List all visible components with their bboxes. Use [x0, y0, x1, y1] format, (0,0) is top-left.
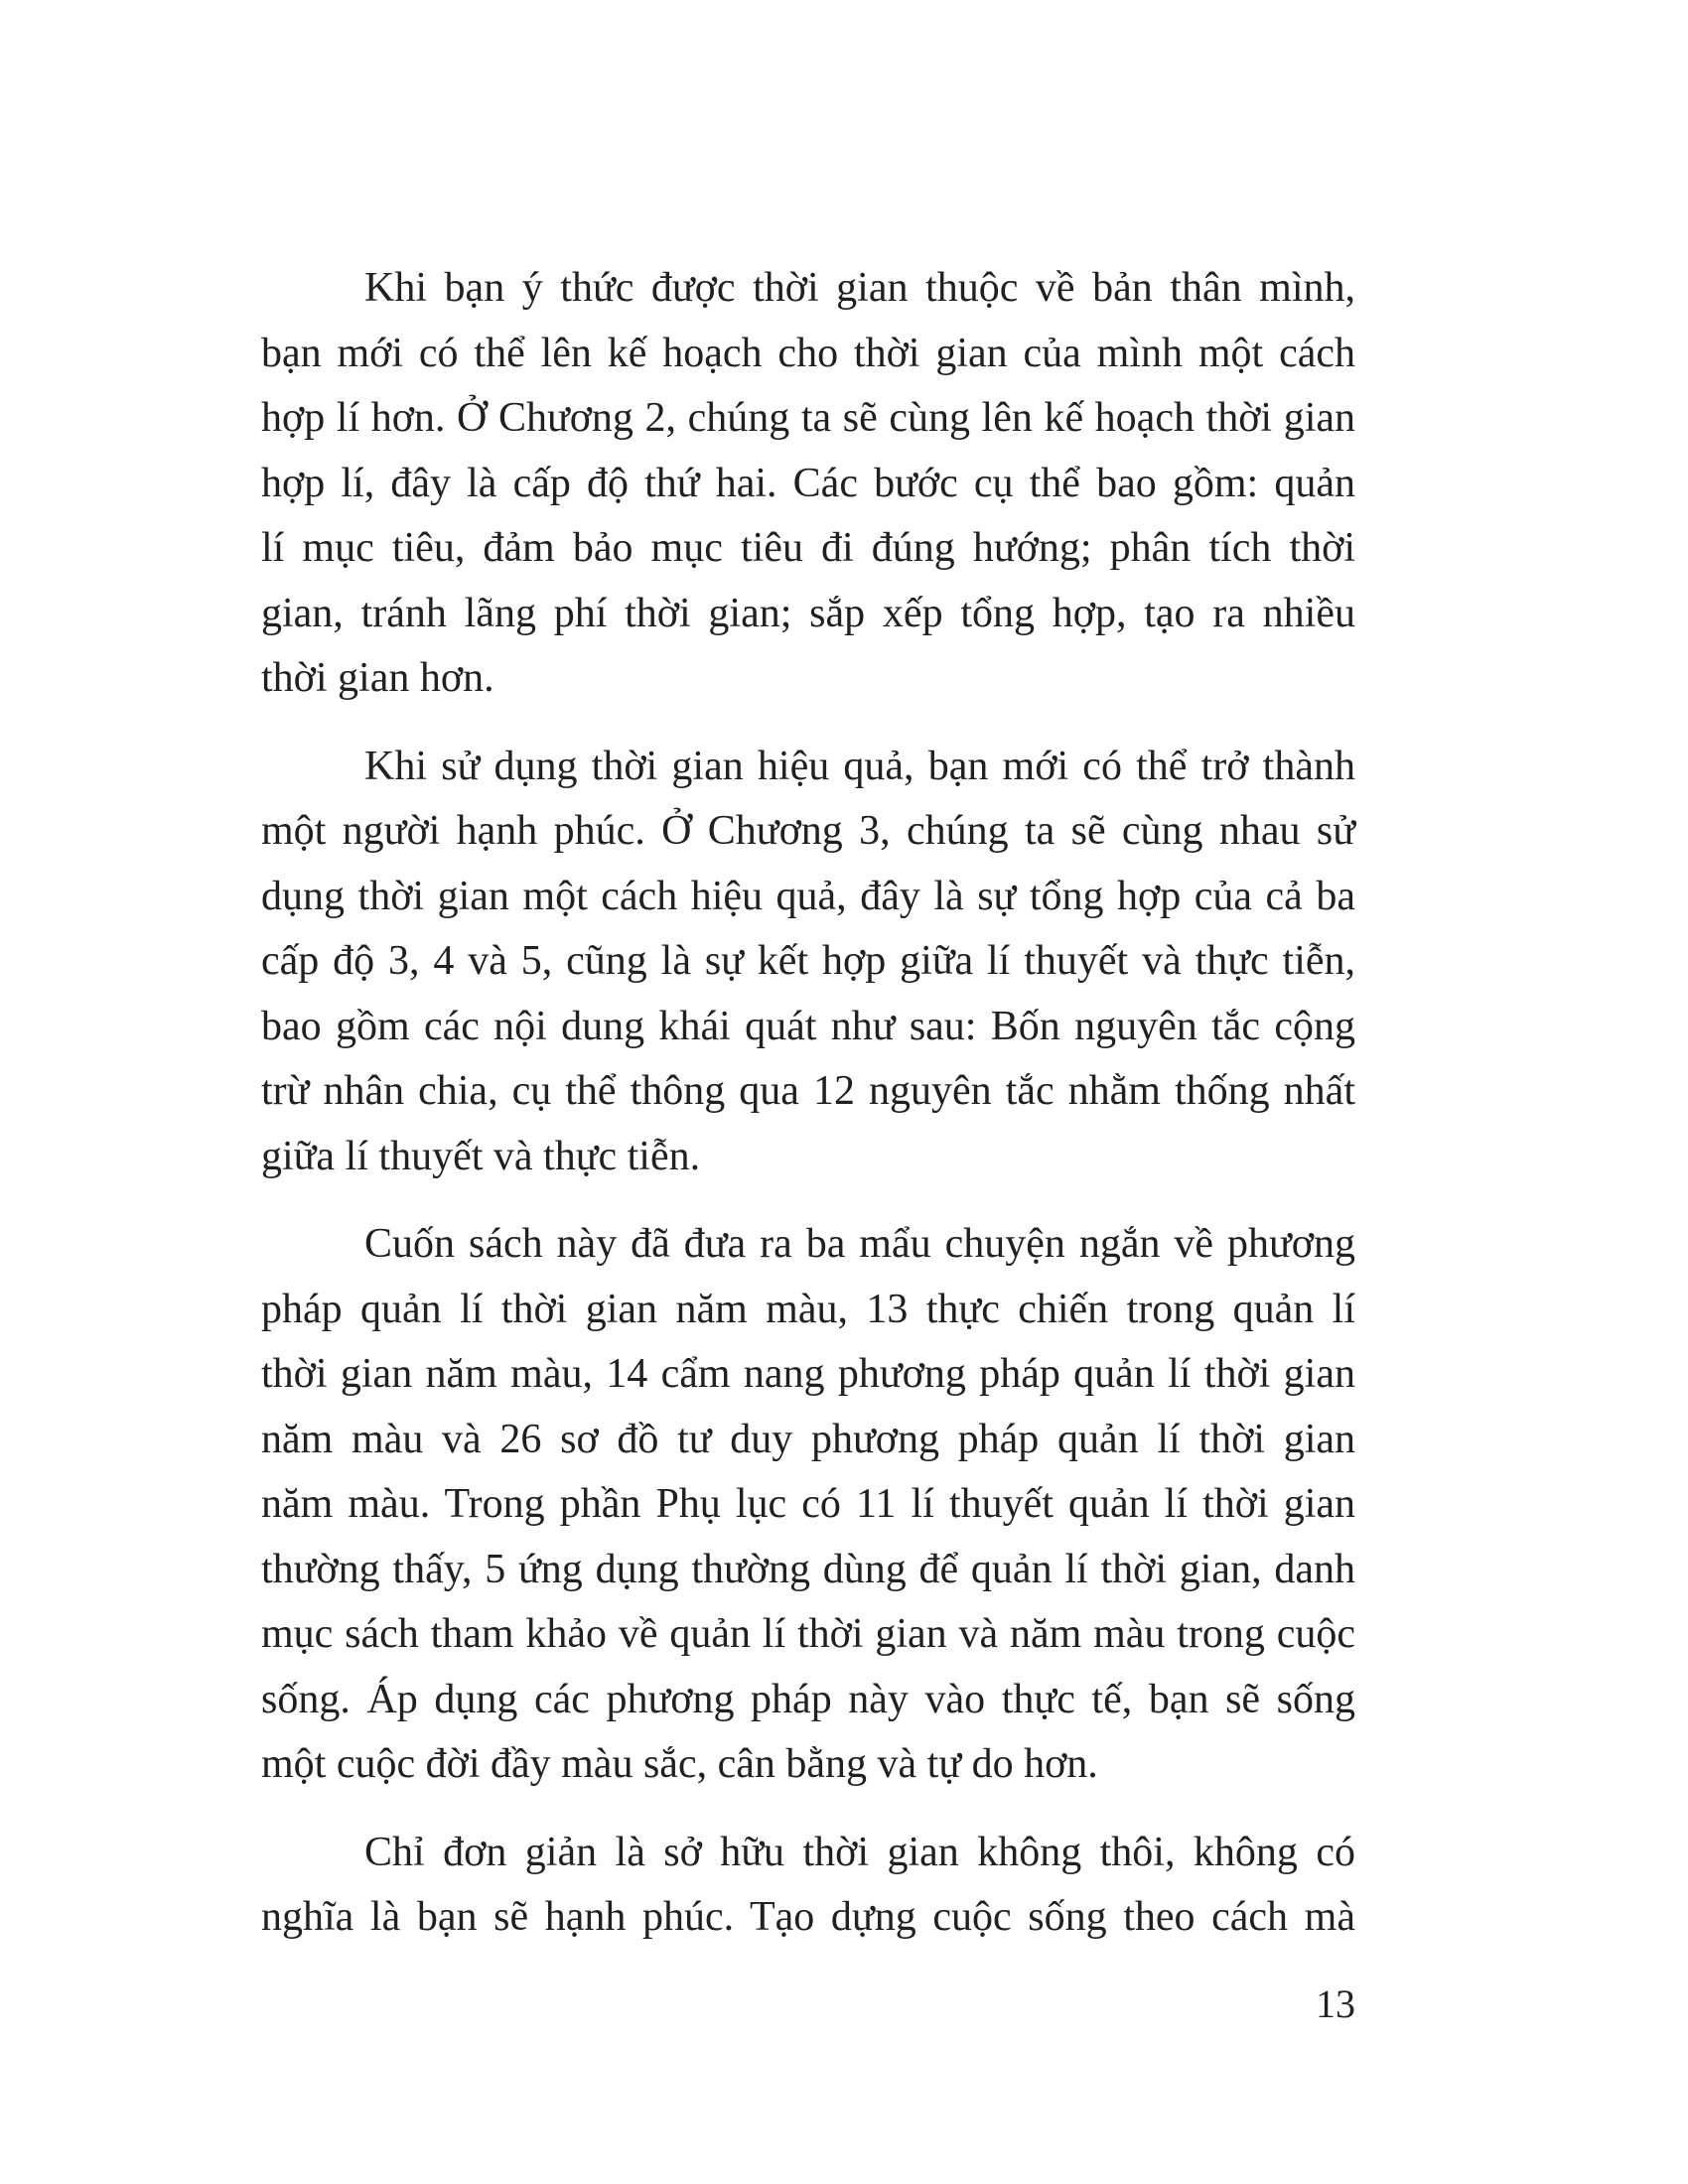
text-line: giữa lí thuyết và thực tiễn.	[261, 1133, 701, 1179]
text-line: năm màu. Trong phần Phụ lục có 11 lí thuyết quản lí thời gian	[261, 1481, 1355, 1527]
text-line: thời gian hơn.	[261, 655, 494, 701]
text-line: lí mục tiêu, đảm bảo mục tiêu đi đúng hướng; phân tích thời	[261, 525, 1355, 571]
paragraph	[261, 1212, 1355, 1798]
text-line: hợp lí, đây là cấp độ thứ hai. Các bước cụ thể bao gồm: quản	[261, 460, 1355, 506]
text-line: bao gồm các nội dung khái quát như sau: Bốn nguyên tắc cộng	[261, 1003, 1355, 1049]
text-line: một người hạnh phúc. Ở Chương 3, chúng ta sẽ cùng nhau sử	[261, 808, 1355, 854]
text-line: trừ nhân chia, cụ thể thông qua 12 nguyên tắc nhằm thống nhất	[261, 1068, 1355, 1114]
text-line: gian, tránh lãng phí thời gian; sắp xếp tổng hợp, tạo ra nhiều	[261, 590, 1355, 636]
text-line: bạn mới có thể lên kế hoạch cho thời gian của mình một cách	[261, 330, 1355, 376]
paragraph	[261, 256, 1355, 712]
text-line: năm màu và 26 sơ đồ tư duy phương pháp quản lí thời gian	[261, 1416, 1355, 1462]
text-line: thường thấy, 5 ứng dụng thường dùng để quản lí thời gian, danh	[261, 1546, 1355, 1592]
paragraph	[261, 735, 1355, 1190]
text-line: Cuốn sách này đã đưa ra ba mẩu chuyện ngắn về phương	[364, 1221, 1355, 1267]
text-line: Khi sử dụng thời gian hiệu quả, bạn mới có thể trở thành	[364, 743, 1355, 789]
text-line: hợp lí hơn. Ở Chương 2, chúng ta sẽ cùng lên kế hoạch thời gian	[261, 395, 1355, 441]
text-line: cấp độ 3, 4 và 5, cũng là sự kết hợp giữa lí thuyết và thực tiễn,	[261, 938, 1355, 984]
text-line: Khi bạn ý thức được thời gian thuộc về bản thân mình,	[364, 265, 1355, 311]
text-line: thời gian năm màu, 14 cẩm nang phương pháp quản lí thời gian	[261, 1351, 1355, 1397]
text-line: dụng thời gian một cách hiệu quả, đây là sự tổng hợp của cả ba	[261, 873, 1355, 919]
body-text	[261, 256, 1355, 1974]
text-line: một cuộc đời đầy màu sắc, cân bằng và tự do hơn.	[261, 1741, 1098, 1787]
paragraph	[261, 1821, 1355, 1951]
text-line: nghĩa là bạn sẽ hạnh phúc. Tạo dựng cuộc sống theo cách mà	[261, 1894, 1355, 1940]
text-line: mục sách tham khảo về quản lí thời gian và năm màu trong cuộc	[261, 1611, 1355, 1657]
text-line: pháp quản lí thời gian năm màu, 13 thực chiến trong quản lí	[261, 1286, 1355, 1332]
text-line: Chỉ đơn giản là sở hữu thời gian không thôi, không có	[364, 1829, 1355, 1875]
text-line: sống. Áp dụng các phương pháp này vào thực tế, bạn sẽ sống	[261, 1676, 1355, 1722]
page-number: 13	[1316, 1981, 1355, 2026]
